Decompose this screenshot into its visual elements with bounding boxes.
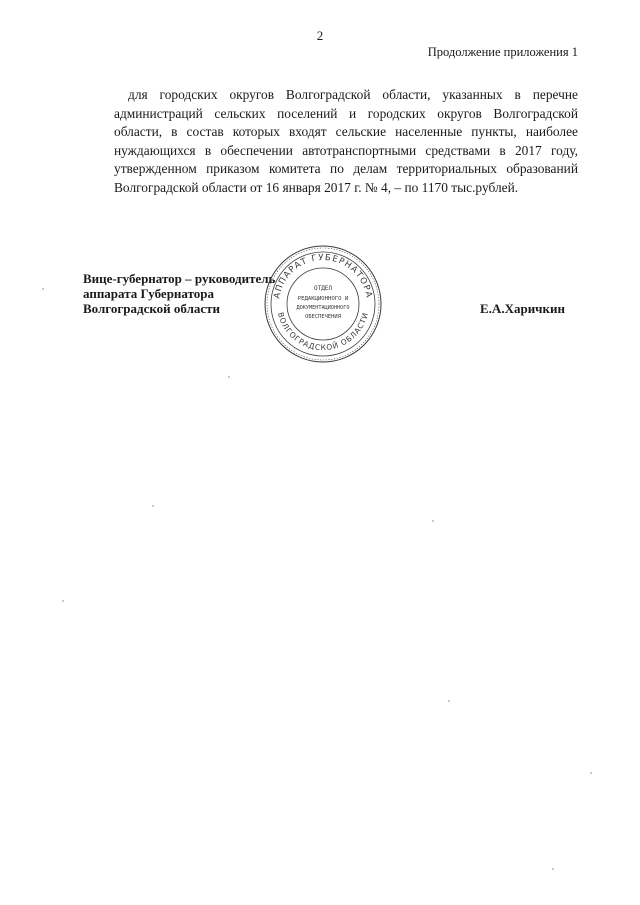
- scan-speck: [152, 505, 154, 507]
- scan-speck: [42, 288, 44, 290]
- page-number: 2: [316, 28, 324, 43]
- seal-outer-top-text: АППАРАТ ГУБЕРНАТОРА: [272, 252, 374, 300]
- scan-speck: [432, 520, 434, 522]
- scan-speck: [448, 700, 450, 702]
- body-paragraph: для городских округов Волгоградской области, указанных в перечне администраций сельских поселений и городских округов Волгоградской области, в состав которых входят сельские населенные пункты, наиболее нуждающихся в обеспечении автотранспортными средствами в 2017 году, утвержденном приказом комитета по делам территориальных образований Волгоградской области от 16 января 2017 г. № 4, – по 1170 тыс.рублей.: [114, 87, 578, 195]
- scan-speck: [228, 376, 230, 378]
- signer-name: Е.А.Харичкин: [480, 301, 565, 316]
- seal-inner-text: [296, 285, 349, 320]
- svg-text:ОБЕСПЕЧЕНИЯ: ОБЕСПЕЧЕНИЯ: [305, 314, 341, 320]
- signer-title-block: [83, 271, 275, 316]
- official-seal-stamp: [260, 242, 386, 366]
- svg-text:ОТДЕЛ: ОТДЕЛ: [313, 285, 333, 292]
- signer-title-line-2: аппарата Губернатора: [83, 286, 215, 301]
- svg-text:РЕДАКЦИОННОГО И: РЕДАКЦИОННОГО И: [297, 296, 349, 302]
- seal-outer-bottom-text: ВОЛГОГРАДСКОЙ ОБЛАСТИ: [275, 311, 371, 353]
- appendix-continuation-label: Продолжение приложения 1: [427, 45, 578, 59]
- svg-text:ДОКУМЕНТАЦИОННОГО: ДОКУМЕНТАЦИОННОГО: [296, 305, 350, 311]
- signer-title-line-3: Волгоградской области: [83, 301, 221, 316]
- scan-speck: [590, 772, 592, 774]
- scan-speck: [62, 600, 64, 602]
- signer-title-line-1: Вице-губернатор – руководитель: [83, 271, 276, 286]
- scan-speck: [552, 868, 554, 870]
